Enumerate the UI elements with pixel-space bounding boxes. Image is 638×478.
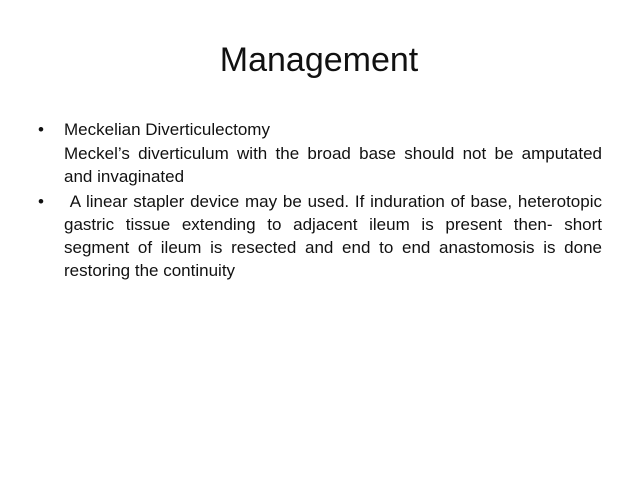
bullet-icon: • xyxy=(38,192,44,211)
bullet-icon: • xyxy=(38,120,44,139)
bullet-text: A linear stapler device may be used. If induration of base, heterotopic gastric tissue extending to adjacent ileum is present then- short segment of ileum is resected and end to end anastomosis is done restoring the continuity xyxy=(64,192,607,280)
slide-body xyxy=(38,118,607,283)
bullet-item-diverticulectomy xyxy=(38,118,602,141)
bullet-item-stapler xyxy=(38,190,607,282)
bullet-heading: Meckelian Diverticulectomy xyxy=(64,120,270,139)
slide-title: Management xyxy=(219,41,419,79)
bullet-detail: Meckel’s diverticulum with the broad base should not be amputated and invaginated xyxy=(64,144,602,186)
